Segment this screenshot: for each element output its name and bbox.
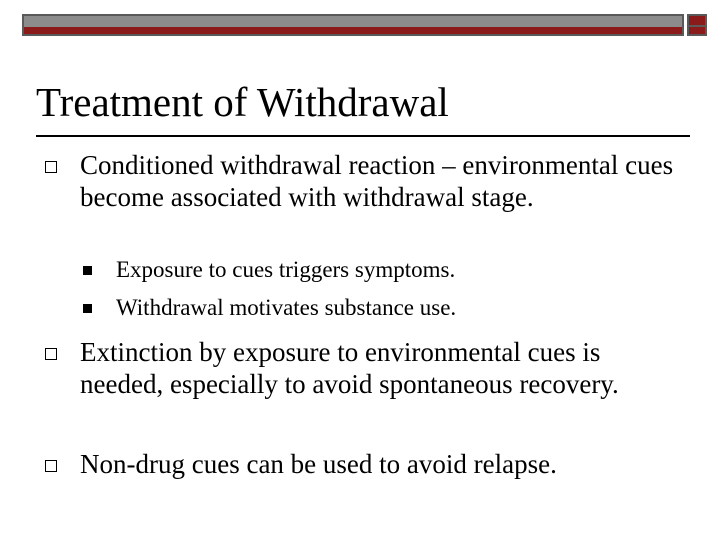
slide-title: Treatment of Withdrawal — [36, 79, 449, 125]
bullet-item-non-drug-cues: Non-drug cues can be used to avoid relapse. — [80, 449, 557, 479]
bullet-item-conditioned-withdrawal: Conditioned withdrawal reaction – environmental cues become associated with withdrawal stage. — [80, 150, 674, 212]
sub-bullet-item-exposure: Exposure to cues triggers symptoms. — [116, 257, 456, 282]
bullet-item-extinction: Extinction by exposure to environmental cues is needed, especially to avoid spontaneous recovery. — [80, 337, 619, 399]
sub-bullet-square-icon — [83, 304, 92, 313]
sub-bullet-item-withdrawal-motivates: Withdrawal motivates substance use. — [116, 295, 457, 320]
square-bullet-icon — [45, 161, 57, 173]
square-bullet-icon — [45, 460, 57, 472]
square-bullet-icon — [45, 348, 57, 360]
sub-bullet-square-icon — [83, 266, 92, 275]
